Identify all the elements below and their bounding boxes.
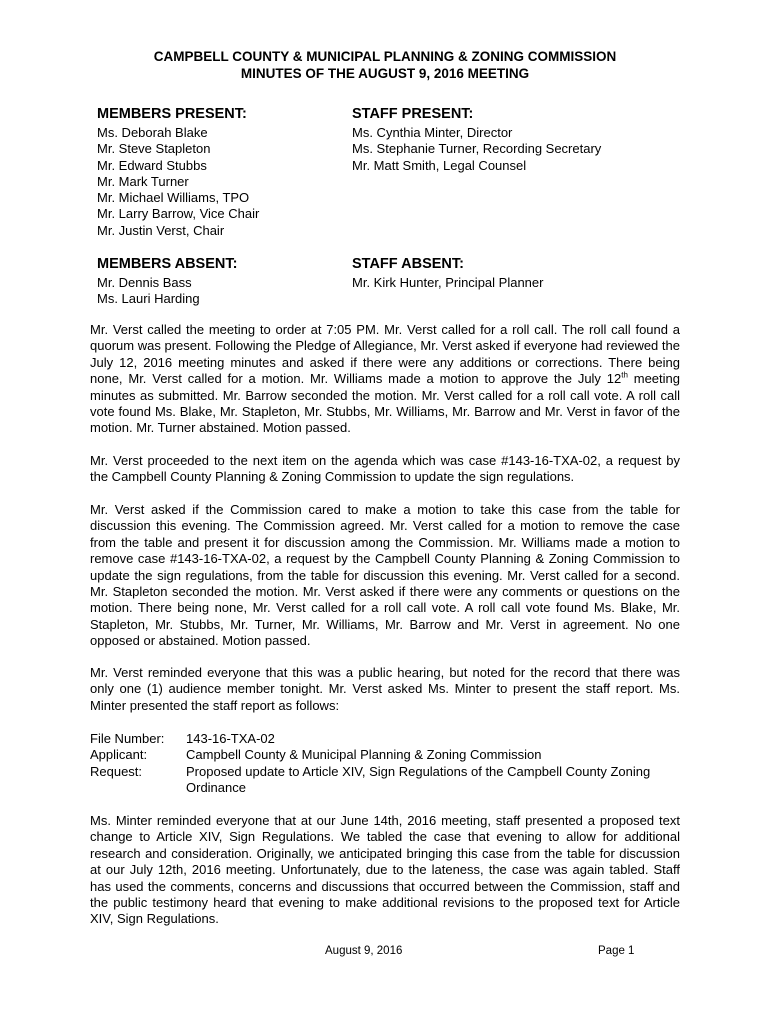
member-absent-name: Ms. Lauri Harding bbox=[97, 291, 200, 307]
staff-absent-heading: STAFF ABSENT: bbox=[352, 256, 464, 272]
staff-absent-name: Mr. Kirk Hunter, Principal Planner bbox=[352, 275, 544, 290]
members-absent-section bbox=[97, 256, 237, 308]
case-info-row bbox=[90, 731, 680, 747]
members-present-section bbox=[97, 106, 259, 239]
paragraph-public-hearing: Mr. Verst reminded everyone that this was a public hearing, but noted for the record that there was only one (1) audience member tonight. Mr. Verst asked Ms. Minter to present the staff report. Ms. Minter presented the staff report as follows: bbox=[90, 665, 680, 713]
member-present-name: Mr. Justin Verst, Chair bbox=[97, 222, 225, 238]
request-value: Proposed update to Article XIV, Sign Regulations of the Campbell County Zoning Ordinance bbox=[186, 763, 651, 796]
case-info-row bbox=[90, 764, 680, 797]
paragraph-agenda-item: Mr. Verst proceeded to the next item on the agenda which was case #143-16-TXA-02, a request by the Campbell County Planning & Zoning Commission to update the sign regulations. bbox=[90, 453, 680, 485]
member-present-name: Mr. Mark Turner bbox=[97, 173, 189, 189]
paragraph-motion: Mr. Verst asked if the Commission cared to make a motion to take this case from the table for discussion this evening. The Commission agreed. Mr. Verst called for a motion to remove the case from the table and present it for discussion among the Commission. Mr. Williams made a motion to remove case #143-16-TXA-02, a request by the Campbell County Planning & Zoning Commission to update the sign regulations, from the table for discussion this evening. Mr. Verst called for a second. Mr. Stapleton seconded the motion. Mr. Verst asked if there were any comments or questions on the motion. There being none, Mr. Verst called for a roll call vote. A roll call vote found Ms. Blake, Mr. Stapleton, Mr. Stubbs, Mr. Turner, Mr. Williams, Mr. Barrow and Mr. Verst in agreement. No one opposed or abstained. Motion passed. bbox=[90, 502, 680, 649]
members-present-heading: MEMBERS PRESENT: bbox=[97, 106, 247, 122]
case-info-row bbox=[90, 747, 680, 763]
staff-absent-section bbox=[352, 256, 543, 291]
member-present-name: Mr. Steve Stapleton bbox=[97, 141, 211, 157]
ordinal-suffix: th bbox=[621, 370, 628, 380]
member-present-name: Mr. Larry Barrow, Vice Chair bbox=[97, 206, 260, 222]
staff-present-heading: STAFF PRESENT: bbox=[352, 106, 474, 122]
staff-present-section bbox=[352, 106, 601, 174]
paragraph-text: meeting minutes as submitted. Mr. Barrow seconded the motion. Mr. Verst called for a roll call vote. A roll call vote found Ms. Blake, Mr. Stapleton, Mr. Stubbs, Mr. Williams, Mr. Barrow and Mr. Verst in favor of the motion. Mr. Turner abstained. Motion passed. bbox=[90, 371, 680, 436]
applicant-label: Applicant: bbox=[90, 747, 148, 763]
staff-present-name: Ms. Stephanie Turner, Recording Secretary bbox=[352, 141, 602, 157]
member-present-name: Ms. Deborah Blake bbox=[97, 125, 208, 140]
footer-date: August 9, 2016 bbox=[325, 945, 403, 957]
paragraph-staff-report: Ms. Minter reminded everyone that at our June 14th, 2016 meeting, staff presented a proposed text change to Article XIV, Sign Regulations. We tabled the case that evening to allow for additional research and consideration. Originally, we anticipated bringing this case from the table for discussion at our July 12th, 2016 meeting. Unfortunately, due to the lateness, the case was again tabled. Staff has used the comments, concerns and discussions that occurred between the Commission, staff and the public testimony heard that evening to make additional revisions to the proposed text for Article XIV, Sign Regulations. bbox=[90, 813, 680, 927]
member-present-name: Mr. Edward Stubbs bbox=[97, 157, 207, 173]
member-present-name: Mr. Michael Williams, TPO bbox=[97, 190, 250, 206]
title-line-2: MINUTES OF THE AUGUST 9, 2016 MEETING bbox=[240, 66, 530, 81]
file-number-value: 143-16-TXA-02 bbox=[186, 731, 275, 746]
staff-present-name: Ms. Cynthia Minter, Director bbox=[352, 125, 513, 140]
paragraph-call-to-order bbox=[90, 322, 680, 437]
staff-present-name: Mr. Matt Smith, Legal Counsel bbox=[352, 157, 527, 173]
applicant-value: Campbell County & Municipal Planning & Zoning Commission bbox=[186, 747, 542, 763]
document-title bbox=[0, 48, 770, 82]
title-line-1: CAMPBELL COUNTY & MUNICIPAL PLANNING & ZONING COMMISSION bbox=[153, 49, 617, 64]
members-absent-heading: MEMBERS ABSENT: bbox=[97, 256, 238, 272]
footer-page-number: Page 1 bbox=[598, 945, 635, 957]
request-label: Request: bbox=[90, 763, 143, 779]
member-absent-name: Mr. Dennis Bass bbox=[97, 275, 192, 290]
case-info-block bbox=[90, 731, 680, 797]
file-number-label: File Number: bbox=[90, 731, 165, 746]
paragraph-text: Mr. Verst called the meeting to order at 7:05 PM. Mr. Verst called for a roll call. The roll call found a quorum was present. Following the Pledge of Allegiance, Mr. Verst asked if everyone had reviewed the July 12, 2016 meeting minutes and asked if there were any additions or corrections. There being none, Mr. Verst called for a motion. Mr. Williams made a motion to approve the July 12 bbox=[90, 322, 680, 387]
